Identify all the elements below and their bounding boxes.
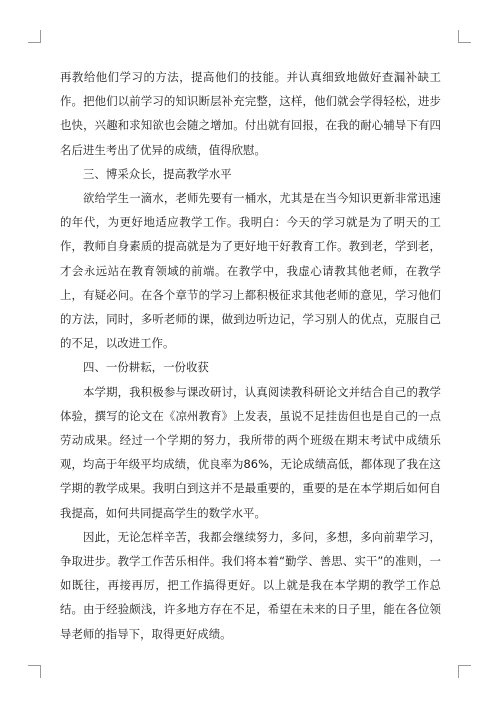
paragraph-conclusion: 因此，无论怎样辛苦，我都会继续努力，多问，多想，多向前辈学习，争取进步。教学工作苦乐相伴。我们将本着“勤学、善思、实干”的准则，一如既往，再接再厉，把工作搞得更好。以上就是我在本学期的教学工作总结。由于经验颇浅，许多地方存在不足，希望在未来的日子里，能在各位领导老师的指导下，取得更好成绩。 [60, 529, 441, 641]
section-heading-4: 四、一份耕耘，一份收获 [83, 360, 209, 375]
page-corner-mark-top-left [28, 30, 41, 43]
section-heading-3: 三、博采众长，提高教学水平 [83, 166, 232, 181]
page-corner-mark-bottom-left [28, 665, 41, 678]
page-corner-mark-top-right [458, 30, 471, 43]
paragraph-learning: 欲给学生一滴水，老师先要有一桶水，尤其是在当今知识更新非常迅速的年代，为更好地适应教学工作。我明白：今天的学习就是为了明天的工作，教师自身素质的提高就是为了更好地干好教育工作。教到老，学到老，才会永远站在教育领域的前端。在教学中，我虚心请教其他老师，在教学上，有疑必问。在各个章节的学习上都积极征求其他老师的意见，学习他们的方法，同时，多听老师的课，做到边听边记，学习别人的优点，克服自己的不足，以改进工作。 [60, 191, 441, 351]
paragraph-results: 本学期，我积极参与课改研讨，认真阅读教科研论文并结合自己的教学体验，撰写的论文在《凉州教育》上发表，虽说不足挂齿但也是自己的一点劳动成果。经过一个学期的努力，我所带的两个班级在期末考试中成绩乐观，均高于年级平均成绩，优良率为86%，无论成绩高低，都体现了我在这学期的教学成果。我明白到这并不是最重要的，重要的是在本学期后如何自我提高，如何共同提高学生的数学水平。 [60, 384, 441, 520]
document-body [60, 65, 441, 646]
paragraph-continuation: 再教给他们学习的方法，提高他们的技能。并认真细致地做好查漏补缺工作。把他们以前学习的知识断层补充完整，这样，他们就会学得轻松，进步也快，兴趣和求知欲也会随之增加。付出就有回报，在我的耐心辅导下有四名后进生考出了优异的成绩，值得欣慰。 [60, 70, 441, 157]
page-corner-mark-bottom-right [458, 665, 471, 678]
